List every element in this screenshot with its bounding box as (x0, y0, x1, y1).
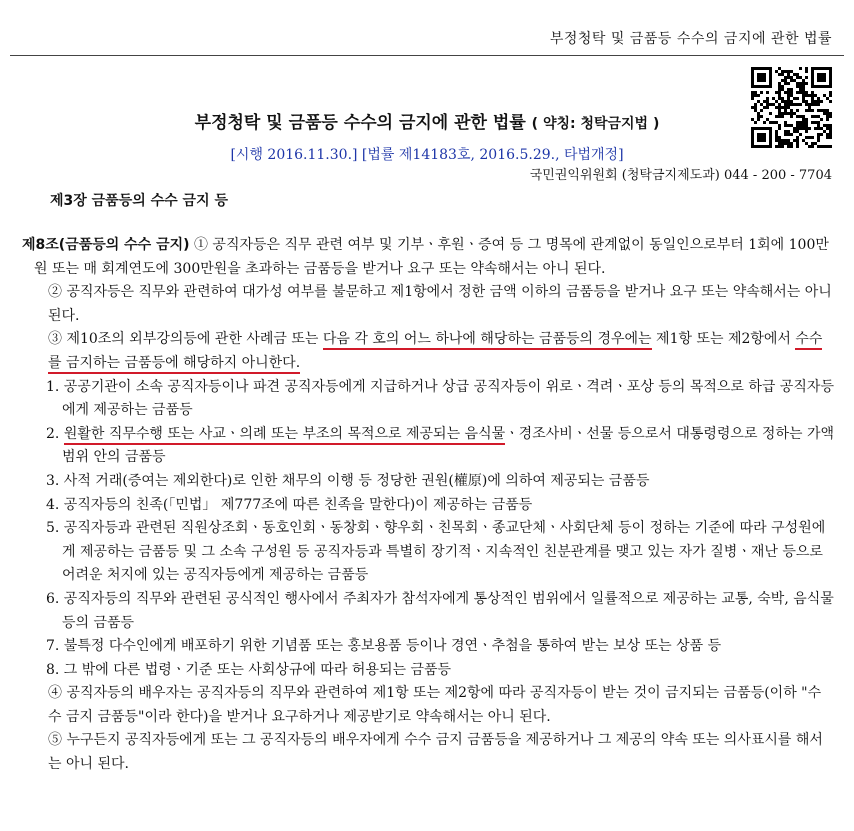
item-4: 4. 공직자등의 친족(「민법」 제777조에 따른 친족을 말한다)이 제공하는 금품등 (46, 496, 533, 513)
paragraph-1 (22, 234, 834, 281)
item-8: 8. 그 밖에 다른 법령ㆍ기준 또는 사회상규에 따라 허용되는 금품등 (46, 661, 452, 678)
article-body (22, 234, 834, 777)
underlined-phrase-2: 수수를 금지하는 금품등에 해당하지 아니한다. (48, 331, 822, 374)
item-7: 7. 불특정 다수인에게 배포하기 위한 기념품 또는 홍보용품 등이나 경연ㆍ추첨을 통하여 받는 보상 또는 상품 등 (46, 638, 722, 655)
item-2-text: ㆍ경조사비ㆍ선물 등으로서 대통령령으로 정하는 가액 범위 안의 금품등 (62, 425, 834, 466)
law-title: 부정청탁 및 금품등 수수의 금지에 관한 법률 (194, 113, 526, 133)
underlined-phrase-1: 다음 각 호의 어느 하나에 해당하는 금품등의 경우에는 (323, 331, 652, 350)
law-abbreviation: ( 약칭: 청탁금지법 ) (531, 116, 660, 132)
running-header: 부정청탁 및 금품등 수수의 금지에 관한 법률 (549, 31, 832, 47)
paragraph-1-text: ① 공직자등은 직무 관련 여부 및 기부ㆍ후원ㆍ증여 등 그 명목에 관계없이 동일인으로부터 1회에 100만원 또는 매 회계연도에 300만원을 초과하는 금품등을 받거나 요구 또는 약속해서는 아니 된다. (34, 237, 829, 277)
item-2 (22, 423, 834, 470)
header-divider (10, 55, 844, 56)
document-title (0, 108, 854, 133)
paragraph-3-text-a: ③ 제10조의 외부강의등에 관한 사례금 또는 (48, 331, 323, 348)
paragraph-4: ④ 공직자등의 배우자는 공직자등의 직무와 관련하여 제1항 또는 제2항에 따라 공직자등이 받는 것이 금지되는 금품등(이하 "수수 금지 금품등"이라 한다)을 받거나 요구하거나 제공받기로 약속해서는 아니 된다. (48, 685, 822, 725)
article-title: 제8조(금품등의 수수 금지) (22, 237, 190, 253)
item-3: 3. 사적 거래(증여는 제외한다)로 인한 채무의 이행 등 정당한 권원(權原)에 의하여 제공되는 금품등 (46, 472, 650, 489)
paragraph-5: ⑤ 누구든지 공직자등에게 또는 그 공직자등의 배우자에게 수수 금지 금품등을 제공하거나 그 제공의 약속 또는 의사표시를 해서는 아니 된다. (48, 732, 823, 773)
chapter-heading: 제3장 금품등의 수수 금지 등 (50, 193, 229, 209)
underlined-phrase-3: 원활한 직무수행 또는 사교ㆍ의례 또는 부조의 목적으로 제공되는 음식물 (64, 426, 505, 445)
item-1: 1. 공공기관이 소속 공직자등이나 파견 공직자등에게 지급하거나 상급 공직자등이 위로ㆍ격려ㆍ포상 등의 목적으로 하급 공직자등에게 제공하는 금품등 (46, 378, 834, 419)
enactment-info[interactable]: [시행 2016.11.30.] [법률 제14183호, 2016.5.29., 타법개정] (230, 147, 624, 163)
item-2-number: 2. (46, 425, 64, 442)
item-6: 6. 공직자등의 직무와 관련된 공식적인 행사에서 주최자가 참석자에게 통상적인 범위에서 일률적으로 제공하는 교통, 숙박, 음식물 등의 금품등 (46, 590, 834, 631)
paragraph-3-text-b: 제1항 또는 제2항에서 (651, 331, 796, 348)
paragraph-3 (22, 328, 834, 375)
contact-info: 국민권익위원회 (청탁금지제도과) 044 - 200 - 7704 (529, 168, 832, 183)
paragraph-2: ② 공직자등은 직무와 관련하여 대가성 여부를 불문하고 제1항에서 정한 금액 이하의 금품등을 받거나 요구 또는 약속해서는 아니 된다. (48, 284, 832, 324)
item-5: 5. 공직자등과 관련된 직원상조회ㆍ동호인회ㆍ동창회ㆍ향우회ㆍ친목회ㆍ종교단체ㆍ사회단체 등이 정하는 기준에 따라 구성원에게 제공하는 금품등 및 그 소속 구성원 등 공직자등과 특별히 장기적ㆍ지속적인 친분관계를 맺고 있는 자가 질병ㆍ재난 등으로 어려운 처지에 있는 공직자등에게 제공하는 금품등 (46, 520, 826, 584)
